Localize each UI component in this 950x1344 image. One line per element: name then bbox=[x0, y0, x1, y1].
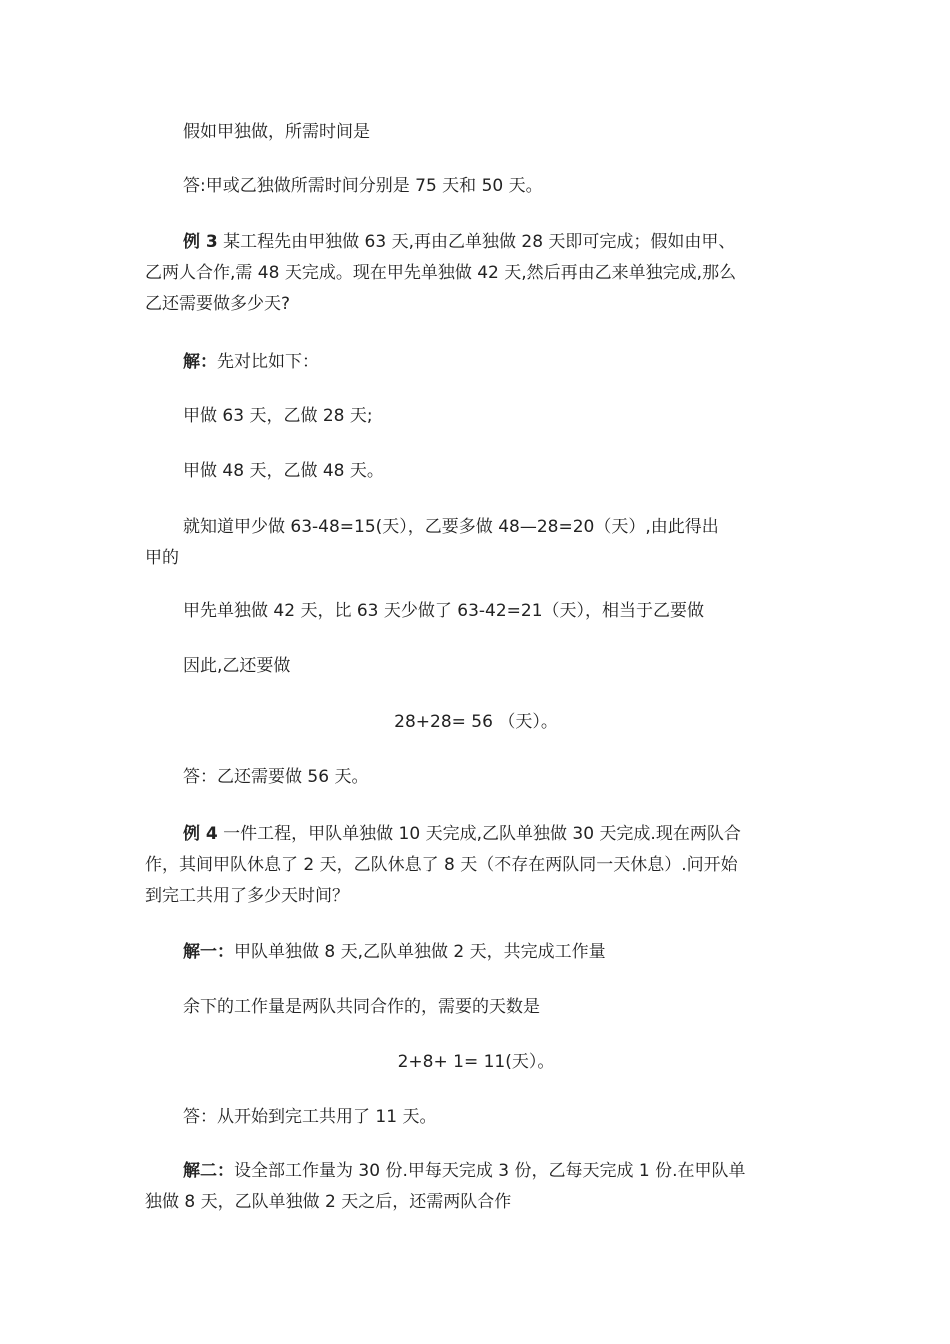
paragraph-text: 甲先单独做 42 天，比 63 天少做了 63-42=21（天），相当于乙要做 bbox=[183, 601, 705, 621]
paragraph-jia-alone-time bbox=[145, 117, 807, 148]
problem-line: 某工程先由甲独做 63 天,再由乙单独做 28 天即可完成；假如由甲、 bbox=[217, 232, 736, 252]
remaining-work-paragraph bbox=[145, 992, 807, 1023]
problem-line: 作，其间甲队休息了 2 天，乙队休息了 8 天（不存在两队同一天休息）.问开始 bbox=[145, 855, 738, 875]
paragraph-text: 甲做 48 天，乙做 48 天。 bbox=[183, 461, 384, 481]
paragraph-text: 余下的工作量是两队共同合作的，需要的天数是 bbox=[183, 997, 540, 1017]
problem-line: 一件工程，甲队单独做 10 天完成,乙队单独做 30 天完成.现在两队合 bbox=[217, 824, 741, 844]
paragraph-text: 先对比如下： bbox=[217, 352, 319, 372]
answer-example-2 bbox=[145, 171, 807, 202]
solution-label: 解： bbox=[183, 352, 217, 372]
paragraph-text: 甲队单独做 8 天,乙队单独做 2 天，共完成工作量 bbox=[234, 942, 606, 962]
solution-label: 解一： bbox=[183, 942, 234, 962]
solution-2-example-4 bbox=[145, 1156, 807, 1218]
paragraph-text: 答：从开始到完工共用了 11 天。 bbox=[183, 1107, 437, 1127]
paragraph-line: 独做 8 天，乙队单独做 2 天之后，还需两队合作 bbox=[145, 1192, 512, 1212]
comparison-line-2 bbox=[145, 456, 807, 487]
solution-example-3-intro bbox=[145, 347, 807, 378]
problem-line: 乙还需要做多少天? bbox=[145, 294, 291, 314]
answer-example-4 bbox=[145, 1102, 807, 1133]
equation-11-days bbox=[145, 1047, 807, 1078]
paragraph-text: 答:甲或乙独做所需时间分别是 75 天和 50 天。 bbox=[183, 176, 543, 196]
problem-line: 乙两人合作,需 48 天完成。现在甲先单独做 42 天,然后再由乙来单独完成,那么 bbox=[145, 263, 737, 283]
therefore-paragraph bbox=[145, 651, 807, 682]
deduction-paragraph bbox=[145, 512, 807, 574]
equation-56-days bbox=[145, 707, 807, 738]
example-4-problem bbox=[145, 819, 807, 912]
paragraph-text: 因此,乙还要做 bbox=[183, 656, 291, 676]
problem-line: 到完工共用了多少天时间？ bbox=[145, 886, 349, 906]
paragraph-text: 答：乙还需要做 56 天。 bbox=[183, 767, 369, 787]
jia-42-days-paragraph bbox=[145, 596, 807, 627]
example-label: 例 4 bbox=[183, 824, 218, 844]
example-3-problem bbox=[145, 227, 807, 320]
comparison-line-1 bbox=[145, 401, 807, 432]
example-label: 例 3 bbox=[183, 232, 218, 252]
equation-text: 28+28= 56 （天）。 bbox=[394, 712, 558, 732]
answer-example-3 bbox=[145, 762, 807, 793]
paragraph-line: 甲的 bbox=[145, 548, 179, 568]
solution-1-example-4 bbox=[145, 937, 807, 968]
paragraph-line: 就知道甲少做 63-48=15(天），乙要多做 48—28=20（天）,由此得出 bbox=[183, 517, 719, 537]
paragraph-line: 设全部工作量为 30 份.甲每天完成 3 份，乙每天完成 1 份.在甲队单 bbox=[234, 1161, 746, 1181]
paragraph-text: 假如甲独做，所需时间是 bbox=[183, 122, 370, 142]
equation-text: 2+8+ 1= 11(天）。 bbox=[397, 1052, 555, 1072]
paragraph-text: 甲做 63 天，乙做 28 天; bbox=[183, 406, 373, 426]
solution-label: 解二： bbox=[183, 1161, 234, 1181]
